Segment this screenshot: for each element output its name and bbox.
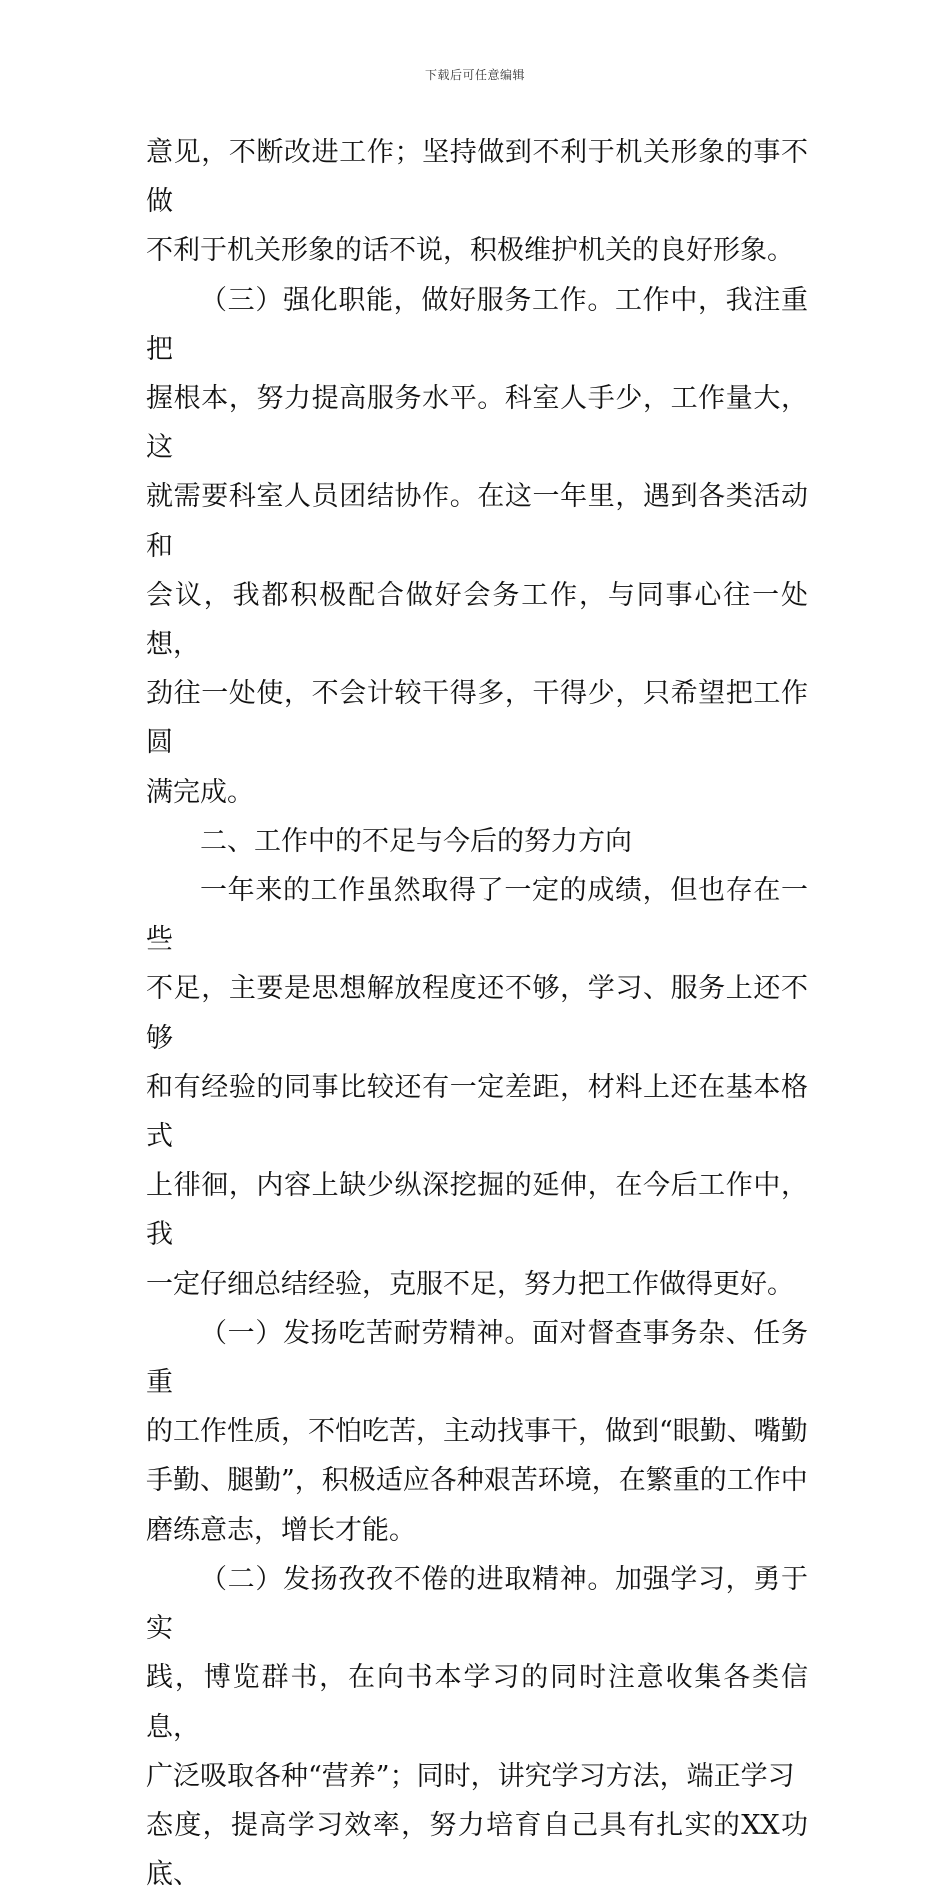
section-heading	[146, 817, 808, 866]
text-line: 和有经验的同事比较还有一定差距，材料上还在基本格式	[146, 1071, 808, 1153]
text-line: 一定仔细总结经验，克服不足，努力把工作做得更好。	[146, 1268, 794, 1300]
text-line: 不足，主要是思想解放程度还不够，学习、服务上还不够	[146, 973, 808, 1054]
text-line: 态度，提高学习效率，努力培育自己具有扎实的XX功底、	[146, 1809, 808, 1891]
text-line: 劲往一处使，不会计较干得多，干得少，只希望把工作圆	[146, 678, 808, 759]
text-line: 的工作性质，不怕吃苦，主动找事干，做到“眼勤、嘴勤	[146, 1416, 808, 1448]
paragraph-item-2	[146, 1555, 808, 1899]
text-line: 意见，不断改进工作；坚持做到不利于机关形象的事不做	[146, 137, 808, 218]
text-line: （一）发扬吃苦耐劳精神。面对督查事务杂、任务重	[146, 1317, 808, 1399]
text-line: 广泛吸取各种“营养”；同时，讲究学习方法，端正学习	[146, 1760, 795, 1792]
text-line: 握根本，努力提高服务水平。科室人手少，工作量大，这	[146, 383, 808, 464]
text-line: （三）强化职能，做好服务工作。工作中，我注重把	[146, 284, 808, 365]
text-line: 上徘徊，内容上缺少纵深挖掘的延伸，在今后工作中，我	[146, 1170, 808, 1251]
text-line: 一年来的工作虽然取得了一定的成绩，但也存在一些	[146, 875, 808, 956]
text-line: 就需要科室人员团结协作。在这一年里，遇到各类活动和	[146, 481, 808, 562]
text-line: （二）发扬孜孜不倦的进取精神。加强学习，勇于实	[146, 1563, 808, 1645]
text-line: 践，博览群书，在向书本学习的同时注意收集各类信息，	[146, 1662, 808, 1743]
page-header: 下载后可任意编辑	[424, 68, 525, 82]
paragraph-item-1	[146, 1309, 808, 1555]
text-line: 不利于机关形象的话不说，积极维护机关的良好形象。	[146, 235, 794, 267]
heading-text: 二、工作中的不足与今后的努力方向	[200, 825, 632, 857]
paragraph-shortcomings	[146, 866, 808, 1309]
text-line: 磨练意志，增长才能。	[146, 1514, 416, 1546]
paragraph-continuation	[146, 128, 808, 276]
text-line: 满完成。	[146, 776, 254, 808]
document-body	[146, 128, 808, 1899]
paragraph-section-3	[146, 276, 808, 817]
text-line: 会议，我都积极配合做好会务工作，与同事心往一处想，	[146, 579, 808, 661]
text-line: 手勤、腿勤”，积极适应各种艰苦环境，在繁重的工作中	[146, 1465, 808, 1497]
